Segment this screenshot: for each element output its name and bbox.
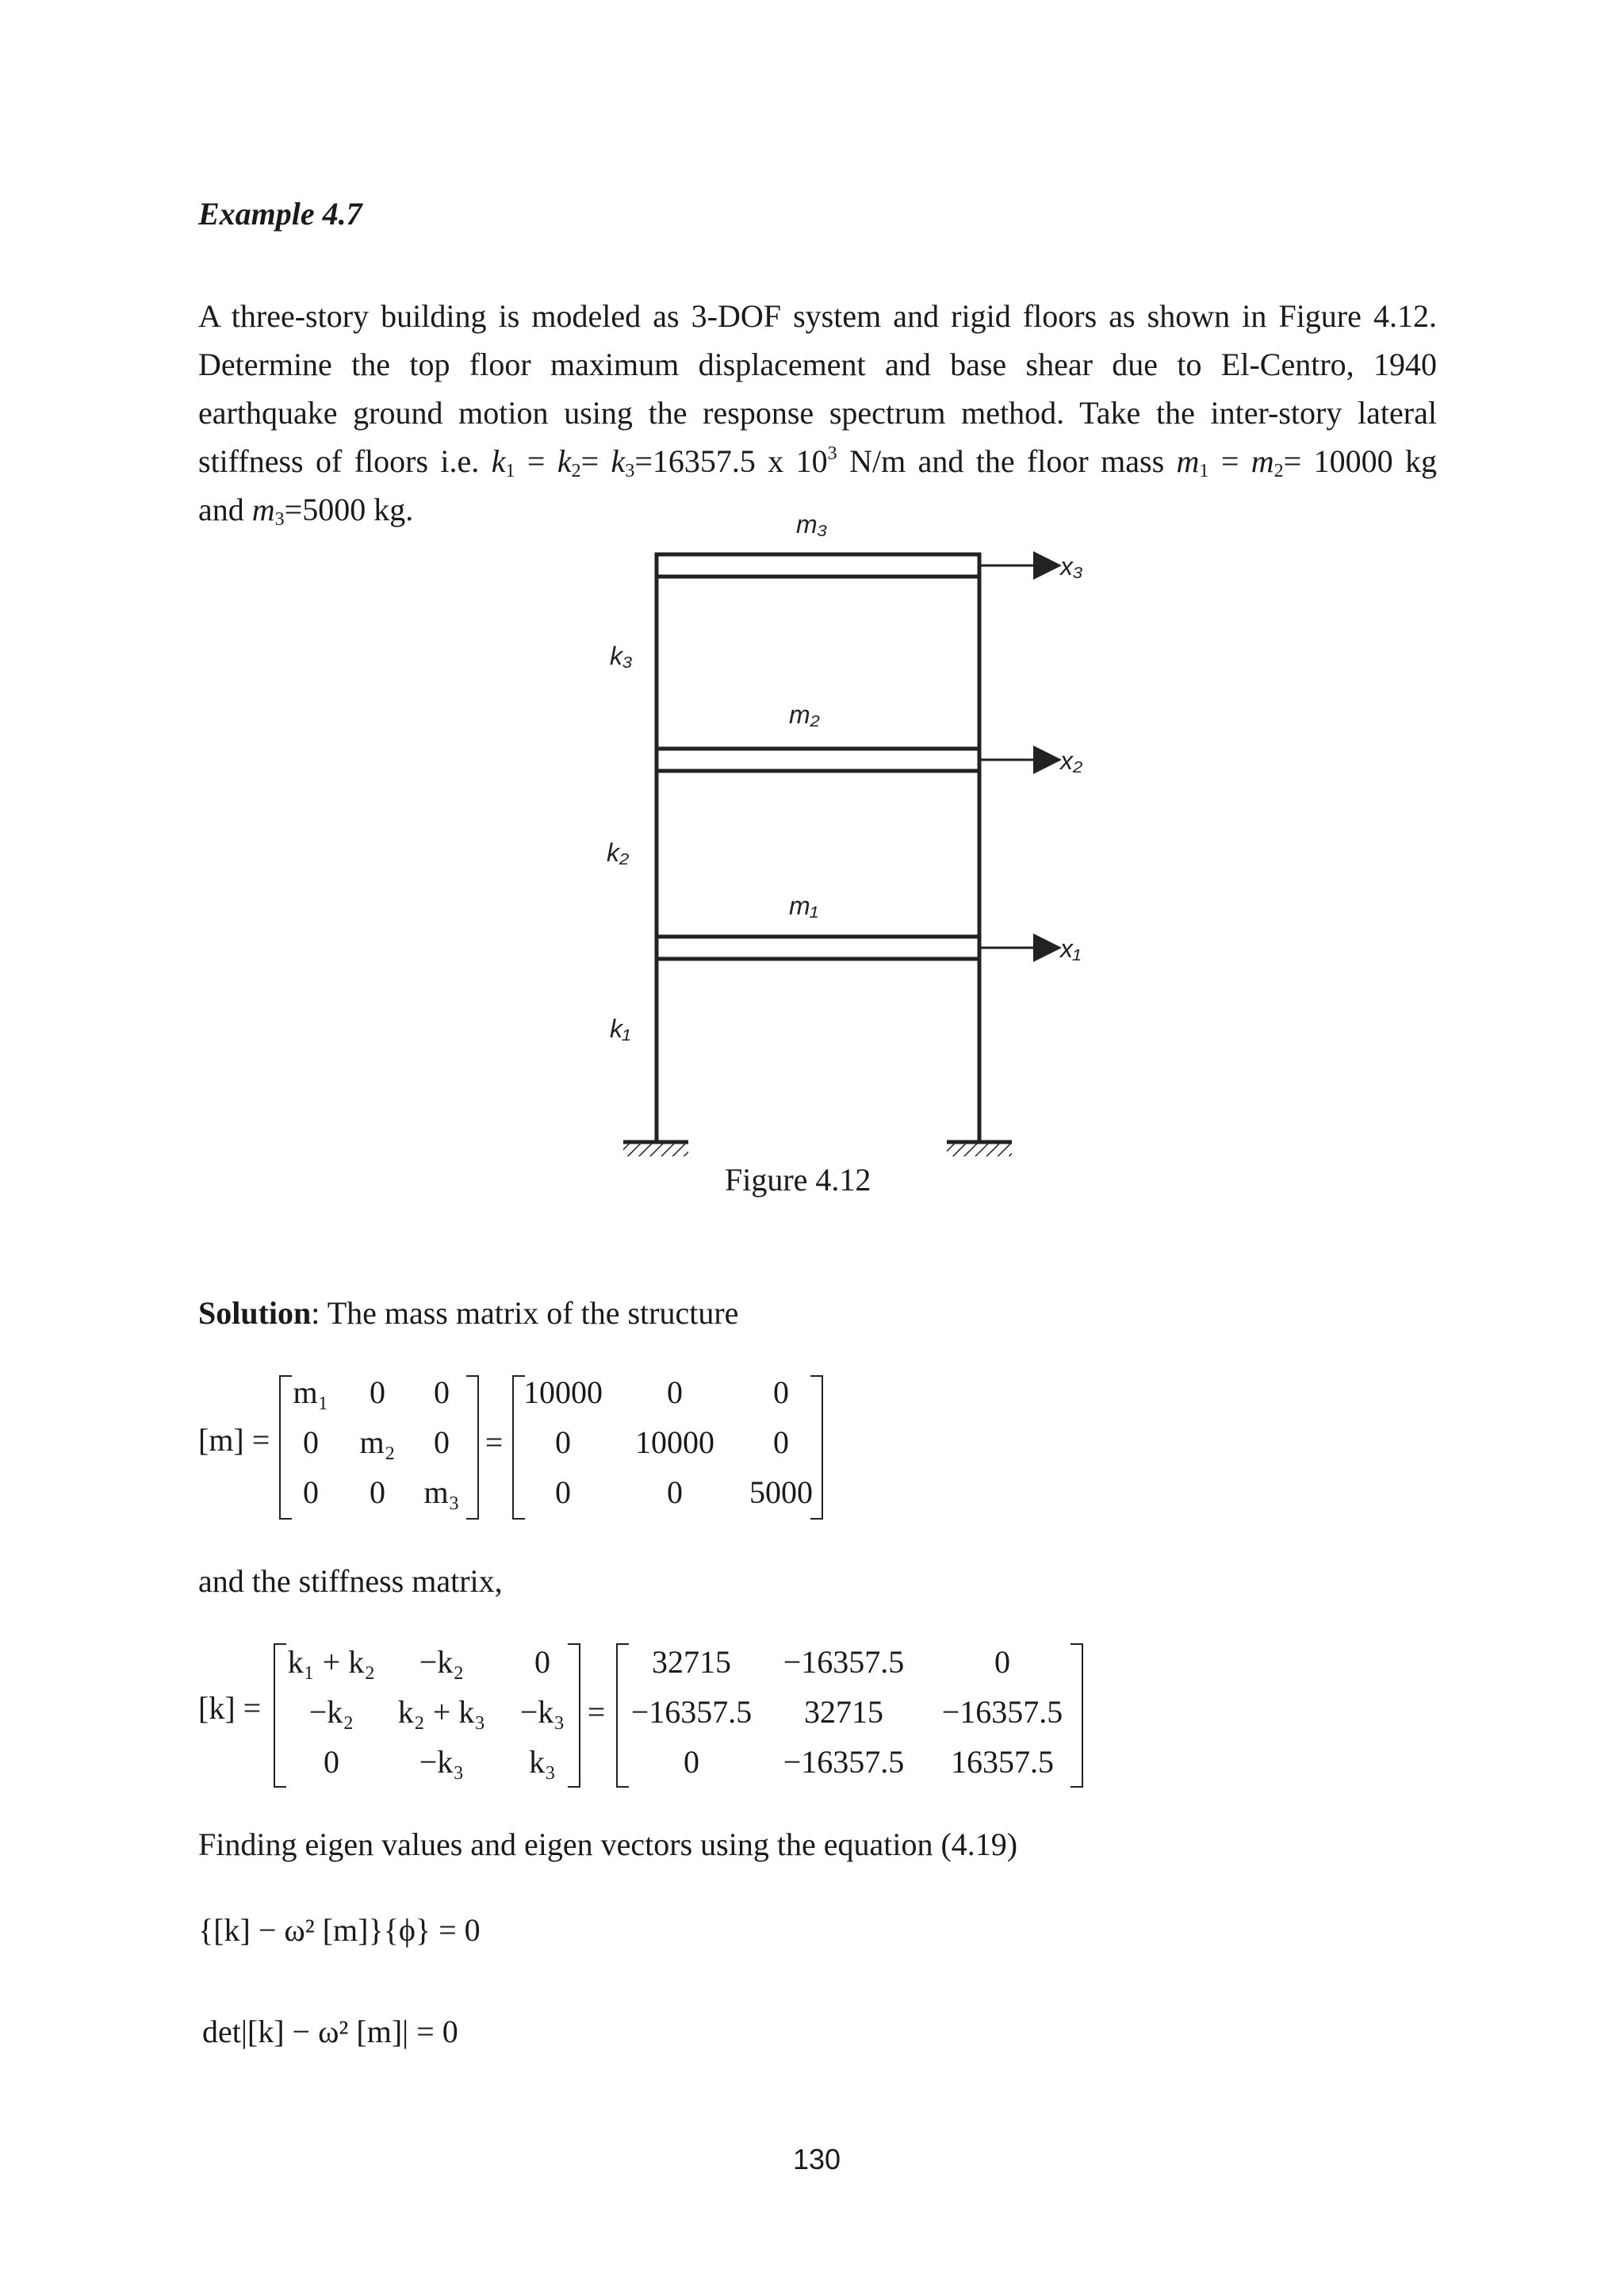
matrix-cell: 32715 <box>804 1694 883 1730</box>
matrix-cell: 10000 <box>635 1424 714 1460</box>
floor-slab-2 <box>657 749 979 771</box>
equals-sign: = <box>587 1694 606 1730</box>
matrix-cell: 0 <box>555 1474 571 1510</box>
label-x2: x₂ <box>1060 746 1083 775</box>
mass-matrix-lhs: [m] = <box>198 1422 270 1458</box>
eigen-intro: Finding eigen values and eigen vectors using the equation (4.19) <box>198 1826 1018 1862</box>
bracket <box>279 1375 292 1520</box>
matrix-cell: k₃ <box>529 1744 556 1780</box>
matrix-cell: 16357.5 <box>951 1744 1054 1780</box>
figure-caption: Figure 4.12 <box>725 1162 871 1198</box>
matrix-cell: −16357.5 <box>783 1744 905 1780</box>
label-m1: m₁ <box>789 891 818 920</box>
matrix-cell: −k₃ <box>519 1694 565 1730</box>
stiffness-matrix-lhs: [k] = <box>198 1690 262 1726</box>
matrix-cell: 0 <box>667 1474 683 1510</box>
matrix-cell: −k₃ <box>419 1744 465 1780</box>
matrix-cell: 0 <box>303 1474 319 1510</box>
matrix-cell: 0 <box>434 1374 450 1410</box>
matrix-cell: 0 <box>773 1424 789 1460</box>
matrix-cell: m₂ <box>359 1424 396 1460</box>
solution-label: Solution <box>198 1295 312 1331</box>
matrix-cell: 32715 <box>652 1644 731 1680</box>
bracket <box>810 1375 823 1520</box>
label-k1: k₁ <box>610 1014 631 1043</box>
matrix-cell: −16357.5 <box>941 1694 1063 1730</box>
problem-line-1: A three-story building is modeled as 3-DOF system and rigid floors as shown in Figure 4.12. <box>198 298 1437 334</box>
problem-line-2: Determine the top floor maximum displacement and base shear due to El-Centro, 1940 <box>198 347 1437 382</box>
solution-intro: Solution: The mass matrix of the structure <box>198 1295 739 1331</box>
matrix-cell: m₃ <box>423 1474 460 1510</box>
matrix-cell: −16357.5 <box>630 1694 753 1730</box>
bracket <box>274 1643 286 1788</box>
matrix-cell: 0 <box>773 1374 789 1410</box>
floor-slab-1 <box>657 937 979 959</box>
bracket <box>616 1643 629 1788</box>
matrix-cell: m₁ <box>293 1374 329 1410</box>
label-m3: m₃ <box>796 510 828 539</box>
matrix-cell: 0 <box>534 1644 550 1680</box>
matrix-cell: 0 <box>324 1744 339 1780</box>
matrix-cell: 0 <box>303 1424 319 1460</box>
matrix-cell: 0 <box>370 1374 385 1410</box>
equals-sign: = <box>485 1424 504 1460</box>
matrix-cell: 5000 <box>749 1474 813 1510</box>
label-x1: x₁ <box>1060 934 1082 963</box>
stiffness-intro: and the stiffness matrix, <box>198 1563 503 1599</box>
label-k2: k₂ <box>607 838 630 867</box>
matrix-cell: k₂ + k₃ <box>397 1694 486 1730</box>
equation-1: {[k] − ω² [m]}{ϕ} = 0 <box>198 1912 481 1948</box>
matrix-cell: 0 <box>994 1644 1010 1680</box>
matrix-cell: 0 <box>684 1744 699 1780</box>
matrix-cell: −k₂ <box>308 1694 354 1730</box>
bracket <box>568 1643 580 1788</box>
matrix-cell: 0 <box>370 1474 385 1510</box>
ground-hatch-right <box>947 1144 1012 1156</box>
problem-line-5: and $m_3=5000$ kg. <box>198 492 414 530</box>
matrix-cell: 0 <box>434 1424 450 1460</box>
bracket <box>1071 1643 1083 1788</box>
problem-line-4: stiffness of floors i.e. $k_1 = k_2= k_3=16357.5$ x $10^3$ N/m and the floor mass $m_1 = m_2= 10000$ kg <box>198 443 1438 481</box>
label-k3: k₃ <box>610 642 633 670</box>
equation-2: det|[k] − ω² [m]| = 0 <box>202 2014 458 2049</box>
floor-slab-3 <box>657 554 979 577</box>
label-x3: x₃ <box>1060 552 1083 581</box>
page-number: 130 <box>793 2143 841 2175</box>
matrix-cell: −k₂ <box>419 1644 465 1680</box>
example-heading: Example 4.7 <box>198 196 362 232</box>
matrix-cell: k₁ + k₂ <box>287 1644 376 1680</box>
label-m2: m₂ <box>789 700 820 729</box>
problem-line-3: earthquake ground motion using the response spectrum method. Take the inter-story lateral <box>198 395 1437 431</box>
matrix-cell: −16357.5 <box>783 1644 905 1680</box>
ground-hatch-left <box>623 1144 688 1156</box>
matrix-cell: 0 <box>667 1374 683 1410</box>
matrix-cell: 10000 <box>523 1374 603 1410</box>
matrix-cell: 0 <box>555 1424 571 1460</box>
bracket <box>466 1375 479 1520</box>
